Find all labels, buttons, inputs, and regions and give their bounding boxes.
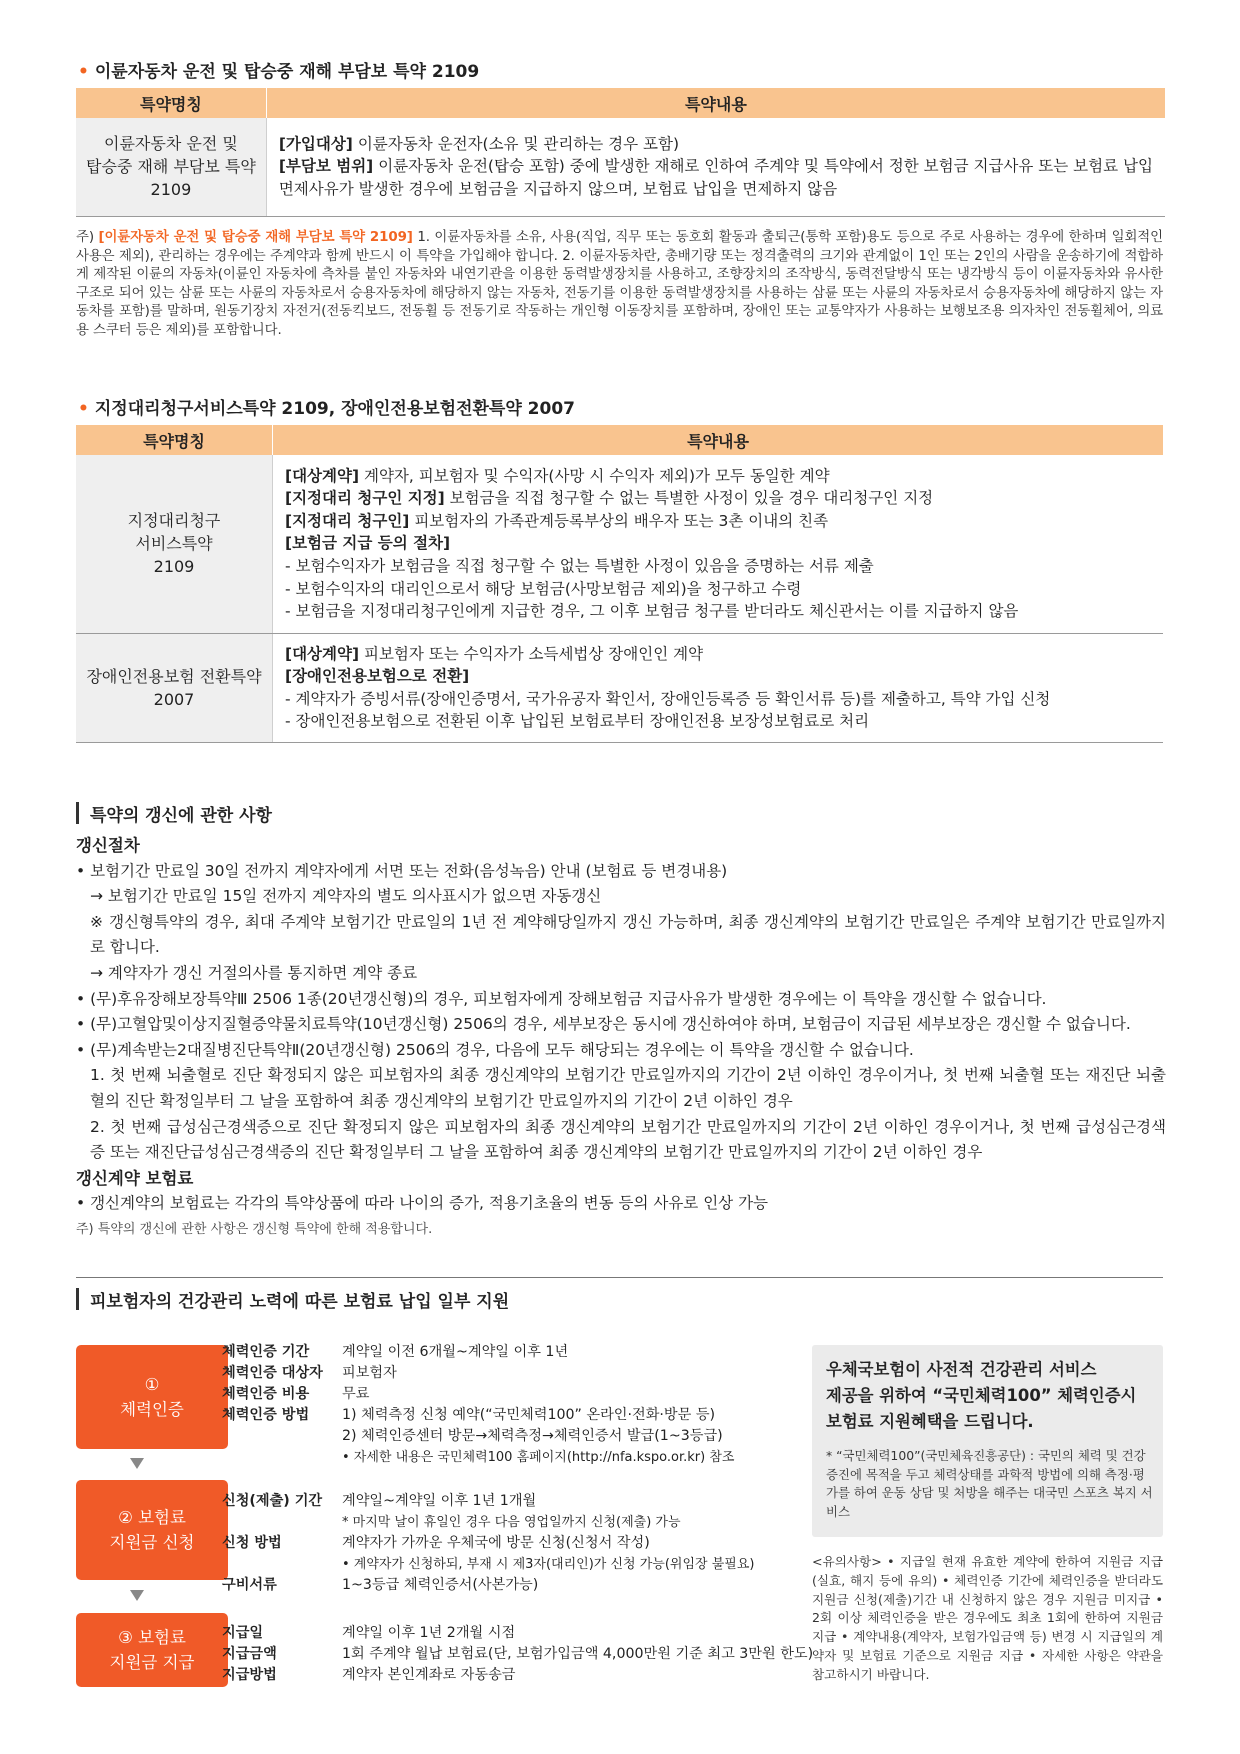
- renewal-prem-line: • 갱신계약의 보험료는 각각의 특약상품에 따라 나이의 증가, 적용기초율의 변동 등의 사유로 인상 가능: [76, 1194, 769, 1213]
- section1-heading: • 이륜자동차 운전 및 탑승중 재해 부담보 특약 2109: [78, 62, 480, 82]
- section1-note: 주) [이륜자동차 운전 및 탑승중 재해 부담보 특약 2109] 1. 이륜자동차를 소유, 사용(직업, 직무 또는 동호회 활동과 출퇴근(통학 포함)용도 등으로 주로 사용하는 경우에 한하며 일회적인 사용은 제외), 관리하는 경우에는 주계약과 함께 반드시 이 특약을 가입해야 합니다. 2. 이륜자동차란, 총배기량 또는 정격출력의 크기와 관계없이 1인 또는 2인의 사람을 운송하기에 적합하게 제작된 이륜의 자동차(이륜인 자동차에 측차를 붙인 자동차와 내연기관을 이용한 동력발생장치를 사용하고, 조향장치의 조작방식, 동력전달방식 또는 냉각방식 등이 이륜자동차와 유사한 구조로 되어 있는 삼륜 또는 사륜의 자동차로서 승용자동차에 해당하지 않는 자동차, 전동기를 이용한 동력발생장치를 사용하는 삼륜 또는 사륜의 자동차로서 승용자동차에 해당하지 않는 자동차를 포함)를 말하며, 원동기장치 자전거(전동킥보드, 전동휠 등 전동기로 작동하는 개인형 이동장치를 포함하며, 장애인 또는 교통약자가 사용하는 보행보조용 의자차인 전동휠체어, 의료용 스쿠터 등은 제외)를 포함합니다.: [76, 230, 1164, 338]
- step-fitness-certification: ① 체력인증: [76, 1345, 228, 1449]
- renewal-line: 1. 첫 번째 뇌출혈로 진단 확정되지 않은 피보험자의 최종 갱신계약의 보험기간 만료일까지의 기간이 2년 이하인 경우이거나, 첫 번째 뇌출혈 또는 재진단 뇌출혈의 진단 확정일부터 그 날을 포함하여 최종 갱신계약의 보험기간 만료일까지의 기간이 2년 이하인 경우: [90, 1066, 1166, 1110]
- step1-details: 체력인증 기간 계약일 이전 6개월~계약일 이후 1년 체력인증 대상자 피보험자 체력인증 비용 무료 체력인증 방법 1) 체력측정 신청 예약(“국민체력100” 온라인·전화·방문 등) 2) 체력인증센터 방문→체력측정→체력인증서 발급(1~3등급) • 자세한 내용은 국민체력100 홈페이지(http://nfa.kspo.or.kr) 참조: [222, 1344, 735, 1465]
- renewal-line: • 보험기간 만료일 30일 전까지 계약자에게 서면 또는 전화(음성녹음) 안내 (보험료 등 변경내용): [76, 861, 728, 880]
- renewal-heading: 특약의 갱신에 관한 사항: [90, 806, 272, 826]
- renewal-prem-title: 갱신계약 보험료: [76, 1168, 194, 1188]
- rider-table-2: [76, 425, 1163, 743]
- info-box-footnote: * “국민체력100”(국민체육진흥공단) : 국민의 체력 및 건강 증진에 목적을 두고 체력상태를 과학적 방법에 의해 측정·평가를 하여 운동 상담 및 처방을 해주는 대국민 스포츠 복지 서비스: [826, 1448, 1153, 1519]
- col-rider-name: 특약명칭: [76, 88, 266, 118]
- renewal-line: • (무)계속받는2대질병진단특약Ⅱ(20년갱신형) 2506의 경우, 다음에 모두 해당되는 경우에는 이 특약을 갱신할 수 없습니다.: [76, 1040, 914, 1059]
- health-divider: [76, 1277, 1163, 1278]
- caution-notes: <유의사항> • 지급일 현재 유효한 계약에 한하여 지원금 지급(실효, 해지 등에 유의) • 체력인증 기간에 체력인증을 받더라도 지원금 신청(제출)기간 내 신청하지 않은 경우 지원금 미지급 • 2회 이상 체력인증을 받은 경우에도 최초 1회에 한하여 지원금 지급 • 계약내용(계약자, 보험가입금액 등) 변경 시 지급일의 계약자 및 보험료 기준으로 지원금 지급 • 자세한 사항은 약관을 참고하시기 바랍니다.: [812, 1554, 1163, 1682]
- step-subsidy-payment: ③ 보험료 지원금 지급: [76, 1613, 228, 1687]
- health-heading: 피보험자의 건강관리 노력에 따른 보험료 납입 일부 지원: [90, 1292, 510, 1312]
- down-arrow-icon: [130, 1458, 144, 1469]
- renewal-proc-title: 갱신절차: [76, 836, 140, 855]
- renewal-line: • (무)후유장해보장특약Ⅲ 2506 1종(20년갱신형)의 경우, 피보험자에게 장해보험금 지급사유가 발생한 경우에는 이 특약을 갱신할 수 없습니다.: [76, 989, 1047, 1008]
- renewal-line: ※ 갱신형특약의 경우, 최대 주계약 보험기간 만료일의 1년 전 계약해당일까지 갱신 가능하며, 최종 갱신계약의 보험기간 만료일은 주계약 보험기간 만료일까지로 합니다.: [90, 912, 1166, 957]
- rider-content-cell: [가입대상] 이륜자동차 운전자(소유 및 관리하는 경우 포함) [부담보 범위] 이륜자동차 운전(탑승 포함) 중에 발생한 재해로 인하여 주계약 및 특약에서 정한 보험금 지급사유 또는 보험료 납입 면제사유가 발생한 경우에 보험금을 지급하지 않으며, 보험료 납입을 면제하지 않음: [266, 118, 1165, 216]
- rider-table-1: [76, 88, 1165, 217]
- renewal-body: [76, 833, 1166, 1243]
- rider-name-cell: 이륜자동차 운전 및 탑승중 재해 부담보 특약 2109: [76, 118, 266, 216]
- info-box-headline: 우체국보험이 사전적 건강관리 서비스 제공을 위하여 “국민체력100” 체력인증시 보험료 지원혜택을 드립니다.: [826, 1360, 1137, 1431]
- rider-name-cell: 지정대리청구 서비스특약 2109: [76, 455, 273, 633]
- rider-content-cell: [대상계약] 계약자, 피보험자 및 수익자(사망 시 수익자 제외)가 모두 동일한 계약 [지정대리 청구인 지정] 보험금을 직접 청구할 수 없는 특별한 사정이 있을 경우 대리청구인 지정 [지정대리 청구인] 피보험자의 가족관계등록부상의 배우자 또는 3촌 이내의 친족 [보험금 지급 등의 절차] - 보험수익자가 보험금을 직접 청구할 수 없는 특별한 사정이 있음을 증명하는 서류 제출 - 보험수익자의 대리인으로서 해당 보험금(사망보험금 제외)을 청구하고 수령 - 보험금을 지정대리청구인에게 지급한 경우, 그 이후 보험금 청구를 받더라도 체신관서는 이를 지급하지 않음: [273, 455, 1164, 633]
- col-rider-content: 특약내용: [273, 425, 1164, 455]
- renewal-line: • (무)고혈압및이상지질혈증약물치료특약(10년갱신형) 2506의 경우, 세부보장은 동시에 갱신하여야 하며, 보험금이 지급된 세부보장은 갱신할 수 없습니다.: [76, 1015, 1131, 1034]
- renewal-line: 2. 첫 번째 급성심근경색증으로 진단 확정되지 않은 피보험자의 최종 갱신계약의 보험기간 만료일까지의 기간이 2년 이하인 경우이거나, 첫 번째 급성심근경색증 또는 재진단급성심근경색증의 진단 확정일부터 그 날을 포함하여 최종 갱신계약의 보험기간 만료일까지의 기간이 2년 이하인 경우: [90, 1117, 1166, 1162]
- section2-heading: • 지정대리청구서비스특약 2109, 장애인전용보험전환특약 2007: [78, 399, 576, 419]
- health-heading-bar: [76, 1288, 79, 1310]
- renewal-line: → 보험기간 만료일 15일 전까지 계약자의 별도 의사표시가 없으면 자동갱신: [90, 887, 602, 906]
- step3-details: 지급일 계약일 이후 1년 2개월 시점 지급금액 1회 주계약 월납 보험료(단, 보험가입금액 4,000만원 기준 최고 3만원 한도) 지급방법 계약자 본인계좌로 자동송금: [222, 1625, 814, 1683]
- fitness100-info-box: [812, 1345, 1163, 1537]
- down-arrow-icon: [130, 1590, 144, 1601]
- step2-details: 신청(제출) 기간 계약일~계약일 이후 1년 1개월 * 마지막 날이 휴일인 경우 다음 영업일까지 신청(제출) 가능 신청 방법 계약자가 가까운 우체국에 방문 신청(신청서 작성) • 계약자가 신청하되, 부재 시 제3자(대리인)가 신청 가능(위임장 불필요) 구비서류 1~3등급 체력인증서(사본가능): [222, 1493, 755, 1593]
- col-rider-content: 특약내용: [266, 88, 1165, 118]
- col-rider-name: 특약명칭: [76, 425, 273, 455]
- rider-content-cell: [대상계약] 피보험자 또는 수익자가 소득세법상 장애인인 계약 [장애인전용보험으로 전환] - 계약자가 증빙서류(장애인증명서, 국가유공자 확인서, 장애인등록증 등 확인서류 등)를 제출하고, 특약 가입 신청 - 장애인전용보험으로 전환된 이후 납입된 보험료부터 장애인전용 보장성보험료로 처리: [273, 633, 1164, 742]
- step-subsidy-application: ② 보험료 지원금 신청: [76, 1480, 228, 1580]
- renewal-line: → 계약자가 갱신 거절의사를 통지하면 계약 종료: [90, 963, 418, 982]
- renewal-heading-bar: [76, 802, 79, 824]
- renewal-note: 주) 특약의 갱신에 관한 사항은 갱신형 특약에 한해 적용합니다.: [76, 1221, 433, 1237]
- rider-name-cell: 장애인전용보험 전환특약 2007: [76, 633, 273, 742]
